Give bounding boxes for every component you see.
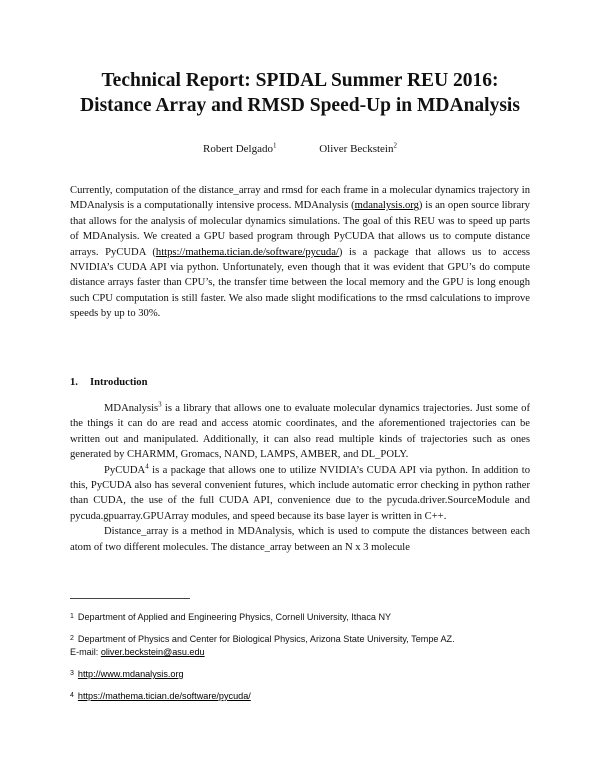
author-list (0, 143, 600, 155)
mdanalysis-link[interactable]: mdanalysis.org (354, 200, 419, 212)
footnote-ref: 3 (158, 400, 162, 409)
paragraph-lead: MDAnalysis (104, 403, 159, 414)
paragraph-text: is a library that allows one to evaluate molecular dynamics trajectories. Just some of the things it can do are read and access atomic coordinates, and the aforementioned trajectories can be written out and manipulated. Additionally, it can also read multiple kinds of trajectories such as ones generated by CHARMM, Gromacs, NAND, LAMPS, AMBER, and DL_POLY. (70, 403, 530, 461)
footnote-mark: 1 (70, 613, 74, 620)
section-title: Introduction (90, 377, 148, 388)
paragraph-text: is a package that allows one to utilize NVIDIA’s CUDA API via python. In addition to this, PyCUDA also has several convenient futures, which include automatic error checking in python rather than CUDA, the use of the full CUDA API, convenience due to the pycuda.driver.SourceModule and pycuda.gpuarray.GPUArray modules, and speed because its base layer is written in C++. (70, 464, 530, 522)
paragraph-lead: PyCUDA (104, 464, 146, 476)
footnote-mark: 2 (70, 635, 74, 642)
footnote-text: Department of Physics and Center for Biological Physics, Arizona State University, Tempe AZ. (77, 634, 455, 644)
author-2 (319, 143, 397, 155)
intro-paragraph-2 (70, 463, 530, 525)
footnote-mark: 4 (70, 692, 74, 699)
pycuda-link[interactable]: https://mathema.tician.de/software/pycuda/ (155, 246, 339, 258)
author-affiliation-mark: 2 (393, 141, 397, 150)
abstract-text: Currently, computation of the distance_array and rmsd for each frame in a molecular dynamics trajectory in MDAnalysis is a computationally intensive process. MDAnalysis ( (70, 185, 530, 212)
footnote-ref: 4 (145, 462, 149, 471)
section-number: 1. (70, 377, 78, 388)
title-line-2: Distance Array and RMSD Speed-Up in MDAnalysis (80, 95, 520, 116)
author-1 (203, 143, 276, 155)
abstract-text: ) is a package that allows us to access NVIDIA’s CUDA API via python. Unfortunately, even though that it was evident that GPU’s do compute distance arrays faster than CPU’s, the transfer time between the local memory and the GPU is long enough such CPU computation is still faster. We also made slight modifications to the rmsd calculations to improve speeds by up to 30%. (70, 246, 530, 320)
email-link[interactable]: oliver.beckstein@asu.edu (100, 647, 205, 657)
introduction-body (70, 401, 530, 555)
footnote-divider (70, 598, 190, 599)
intro-paragraph-1 (70, 401, 530, 463)
footnote-text: Department of Applied and Engineering Physics, Cornell University, Ithaca NY (77, 612, 392, 622)
author-name: Robert Delgado (203, 143, 273, 155)
footnotes (70, 610, 540, 711)
footnote-mark: 3 (70, 670, 74, 677)
abstract-text: ) is an open source library that allows for the analysis of molecular dynamics simulations. The goal of this REU was to speed up parts of MDAnalysis. We created a GPU based program through PyCUDA that allows us to compute distance arrays. PyCUDA ( (70, 200, 530, 258)
email-label: E-mail: (70, 647, 101, 657)
footnote-2 (70, 632, 540, 659)
author-affiliation-mark: 1 (272, 141, 277, 150)
paper-title (40, 68, 560, 118)
pycuda-url-link[interactable]: https://mathema.tician.de/software/pycuda/ (77, 691, 251, 701)
abstract (70, 183, 530, 322)
footnote-3 (70, 667, 540, 681)
section-heading (70, 377, 148, 388)
intro-paragraph-3: Distance_array is a method in MDAnalysis, which is used to compute the distances between each atom of two different molecules. The distance_array between an N x 3 molecule (70, 526, 530, 553)
mdanalysis-url-link[interactable]: http://www.mdanalysis.org (77, 669, 184, 679)
footnote-4 (70, 689, 540, 703)
footnote-1 (70, 610, 540, 624)
author-name: Oliver Beckstein (319, 143, 394, 155)
title-line-1: Technical Report: SPIDAL Summer REU 2016: (101, 70, 499, 91)
